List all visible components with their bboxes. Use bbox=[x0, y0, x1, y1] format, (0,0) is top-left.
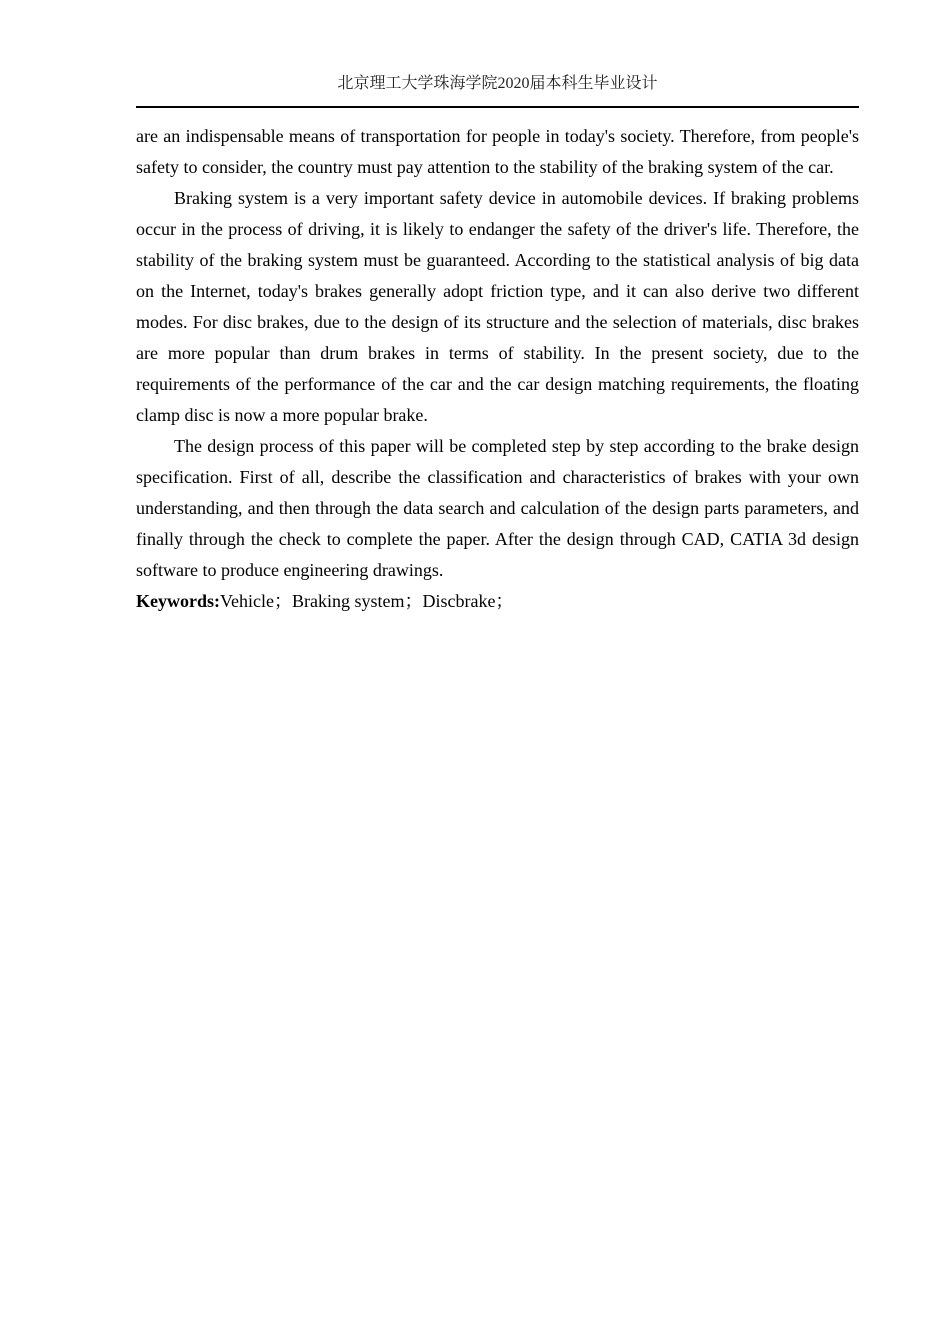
keywords-line bbox=[136, 586, 859, 617]
page-header: 北京理工大学珠海学院2020届本科生毕业设计 bbox=[337, 75, 658, 92]
paragraph-design-process: The design process of this paper will be completed step by step according to the brake design specification. First of all, describe the classification and characteristics of brakes with your own understanding, and then through the data search and calculation of the design parts parameters, and finally through the check to complete the paper. After the design through CAD, CATIA 3d design software to produce engineering drawings. bbox=[136, 436, 859, 580]
paragraph-braking-system: Braking system is a very important safety device in automobile devices. If braking problems occur in the process of driving, it is likely to endanger the safety of the driver's life. Therefore, the stability of the braking system must be guaranteed. According to the statistical analysis of big data on the Internet, today's brakes generally adopt friction type, and it can also derive two different modes. For disc brakes, due to the design of its structure and the selection of materials, disc brakes are more popular than drum brakes in terms of stability. In the present society, due to the requirements of the performance of the car and the car design matching requirements, the floating clamp disc is now a more popular brake. bbox=[136, 188, 859, 425]
keywords-label: Keywords: bbox=[136, 591, 220, 611]
keywords-value: Vehicle；Braking system；Discbrake； bbox=[220, 591, 514, 611]
abstract-body bbox=[136, 121, 859, 617]
paragraph-continuation: are an indispensable means of transportation for people in today's society. Therefore, from people's safety to consider, the country must pay attention to the stability of the braking system of the car. bbox=[136, 126, 859, 177]
header-divider bbox=[136, 106, 859, 108]
